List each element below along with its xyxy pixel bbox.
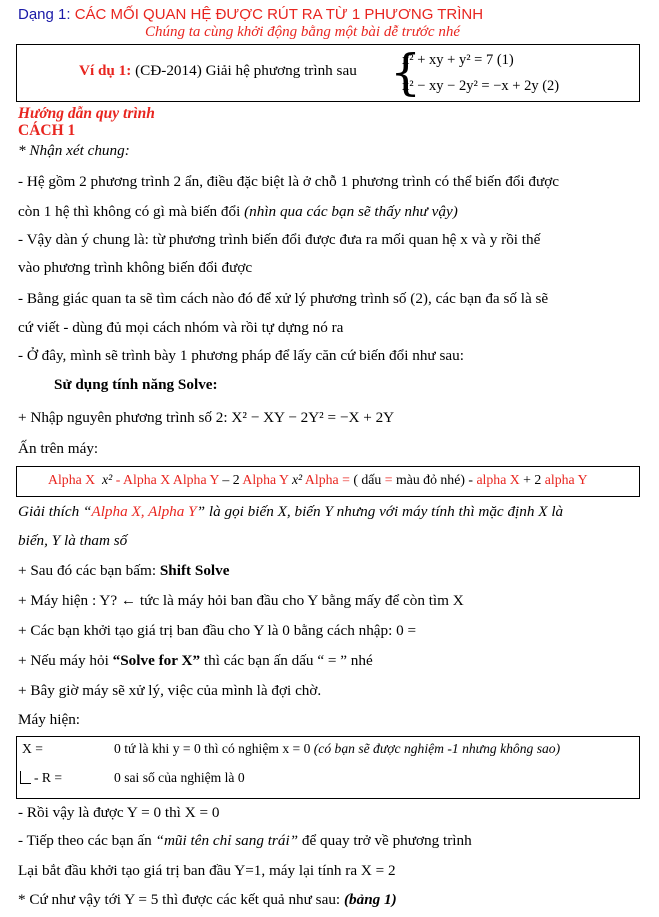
shift-solve: Shift Solve [159,562,230,579]
solve-for-x: “Solve for X” [112,652,201,669]
paragraph-7: - Ở đây, mình sẽ trình bày 1 phương pháp để lấy căn cứ biến đổi như sau: [18,347,464,364]
key-sequence [48,472,588,488]
key-square: x² [102,472,113,487]
example-intro [79,62,357,80]
key-alpha-equals: Alpha = [304,472,354,487]
paragraph-8-text: + Nhập nguyên phương trình số 2: [18,409,232,426]
paragraph-17 [18,832,472,850]
screen-row-1 [22,741,43,757]
screen-row-2-value: 0 sai số của nghiệm là 0 [114,770,245,785]
paragraph-3: - Vậy dàn ý chung là: từ phương trình biến đổi được đưa ra mối quan hệ x và y rồi thế [18,231,541,248]
key-alpha-x-alpha-y: - Alpha X Alpha Y [115,472,219,487]
paragraph-16: - Rồi vậy là được Y = 0 thì X = 0 [18,804,220,821]
screen-r-label: - R = [34,770,63,785]
equation-2-calculator: X² − XY − 2Y² = −X + 2Y [231,409,395,426]
paragraph-13-text: + Nếu máy hỏi [18,652,113,669]
paragraph-9: Ấn trên máy: [18,440,99,457]
key-equals-sign: = [384,472,393,487]
screen-row-2 [20,770,62,786]
explanation-cont: biến, Y là tham số [18,532,128,549]
key-plus-2: + 2 [519,472,545,487]
screen-x-text: 0 tứ là khi y = 0 thì có nghiệm x = 0 [114,741,314,756]
system-brace: { [390,44,422,101]
left-arrow-note: “mũi tên chỉ sang trái” [155,832,299,849]
paragraph-5: - Bằng giác quan ta sẽ tìm cách nào đó để xử lý phương trình số (2), các bạn đa số là sẽ [18,290,549,307]
paragraph-10-text: + Sau đó các bạn bấm: [18,562,160,579]
method-title: CÁCH 1 [18,122,76,139]
equation-2: x² − xy − 2y² = −x + 2y (2) [402,78,560,94]
example-text: (CĐ-2014) Giải hệ phương trình sau [131,62,357,79]
paragraph-2-text: còn 1 hệ thì không có gì mà biến đổi [18,203,245,220]
paragraph-13-end: thì các bạn ấn dấu “ = ” nhé [200,652,373,669]
paragraph-8 [18,409,394,427]
paragraph-13 [18,652,373,670]
key-alpha-x: Alpha X [48,472,96,487]
paragraph-17-text: - Tiếp theo các bạn ấn [18,832,156,849]
key-square-2: x² [291,472,303,487]
heading-subtitle: Chúng ta cùng khởi động bằng một bài dễ trước nhé [145,24,460,40]
explanation-start: Giải thích “ [18,503,92,520]
paragraph-15: Máy hiện: [18,711,81,728]
paragraph-2 [18,203,458,221]
corner-bracket-icon [20,771,31,784]
paragraph-1: - Hệ gồm 2 phương trình 2 ẩn, điều đặc biệt là ở chỗ 1 phương trình có thể biến đổi được [18,173,560,190]
explanation [18,503,563,521]
screen-row-1-value [114,741,560,757]
paragraph-18: Lại bắt đầu khởi tạo giá trị ban đầu Y=1, máy lại tính ra X = 2 [18,862,396,879]
key-alpha-y-2: alpha Y [544,472,588,487]
solve-title: Sử dụng tính năng Solve: [54,376,218,393]
paragraph-4: vào phương trình không biến đổi được [18,259,253,276]
example-label: Ví dụ 1: [79,62,132,79]
key-alpha-y: Alpha Y [242,472,289,487]
paragraph-10 [18,562,229,580]
paragraph-14: + Bây giờ máy sẽ xử lý, việc của mình là đợi chờ. [18,682,322,699]
key-note-close: màu đỏ nhé) - [392,472,477,487]
heading-line [18,6,483,23]
equation-1: x² + xy + y² = 7 (1) [402,52,514,68]
key-alpha-x-2: alpha X [476,472,520,487]
paragraph-19-text: * Cứ như vậy tới Y = 5 thì được các kết quả như sau: [18,891,344,908]
paragraph-6: cứ viết - dùng đủ mọi cách nhóm và rồi tự dựng nó ra [18,319,344,336]
key-note-open: ( dấu [353,472,385,487]
table-1-ref: (bảng 1) [343,891,397,908]
paragraph-19 [18,891,397,909]
heading-prefix: Dạng 1: [18,6,75,23]
explanation-rest: ” là gọi biến X, biến Y nhưng với máy tính thì mặc định X là [196,503,564,520]
paragraph-17-end: để quay trở về phương trình [298,832,472,849]
paragraph-11: + Máy hiện : Y? ← tức là máy hỏi ban đầu cho Y bằng mấy để còn tìm X [18,592,464,609]
key-minus-2: – 2 [218,472,243,487]
remark-title: * Nhận xét chung: [18,142,130,159]
explanation-vars: Alpha X, Alpha Y [91,503,197,520]
screen-x-label: X = [22,741,43,756]
paragraph-12: + Các bạn khởi tạo giá trị ban đầu cho Y là 0 bằng cách nhập: 0 = [18,622,417,639]
screen-x-note: (có bạn sẽ được nghiệm -1 nhưng không sao) [313,741,561,756]
guide-title: Hướng dẫn quy trình [18,105,155,122]
heading-title: CÁC MỐI QUAN HỆ ĐƯỢC RÚT RA TỪ 1 PHƯƠNG TRÌNH [74,6,484,23]
paragraph-2-note: (nhìn qua các bạn sẽ thấy như vậy) [244,203,458,220]
